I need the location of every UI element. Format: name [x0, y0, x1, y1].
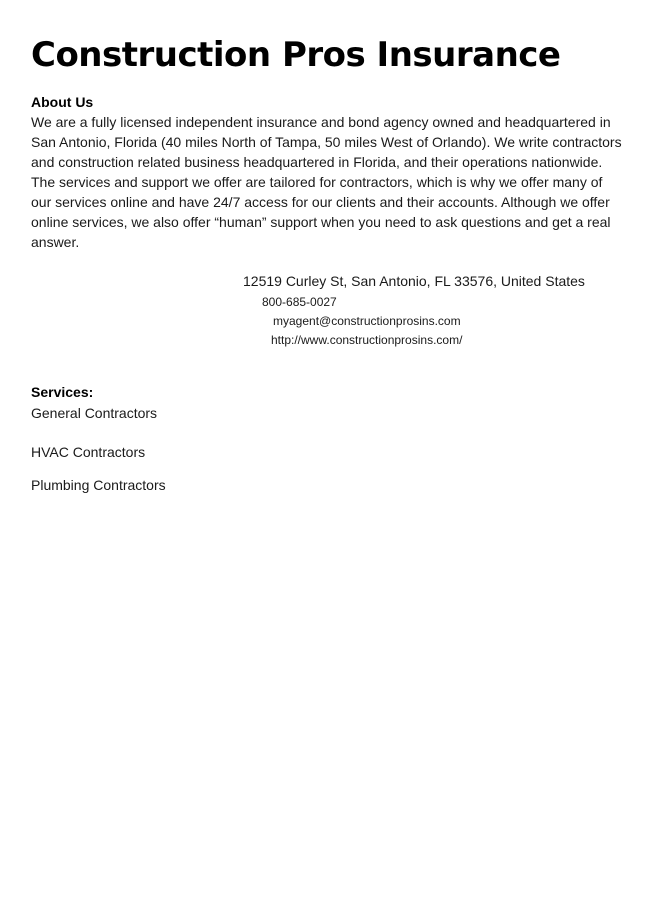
services-heading: Services:	[31, 384, 94, 400]
about-description: We are a fully licensed independent insurance and bond agency owned and headquartered in San Antonio, Florida (40 miles North of Tampa, 50 miles West of Orlando). We write contractors and construction related business headquartered in Florida, and their operations nationwide. The services and support we offer are tailored for contractors, which is why we offer many of our services online and have 24/7 access for our clients and their accounts. Although we offer online services, we also offer “human” support when you need to ask questions and get a real answer.	[31, 114, 622, 250]
service-item-hvac-contractors: HVAC Contractors	[31, 444, 146, 460]
contact-website[interactable]: http://www.constructionprosins.com/	[271, 333, 463, 347]
about-heading: About Us	[31, 94, 94, 110]
contact-address: 12519 Curley St, San Antonio, FL 33576, United States	[243, 273, 585, 289]
contact-phone[interactable]: 800-685-0027	[262, 295, 337, 309]
service-item-plumbing-contractors: Plumbing Contractors	[31, 477, 166, 493]
contact-email[interactable]: myagent@constructionprosins.com	[273, 314, 461, 328]
page-title: Construction Pros Insurance	[31, 35, 561, 75]
service-item-general-contractors: General Contractors	[31, 405, 158, 421]
